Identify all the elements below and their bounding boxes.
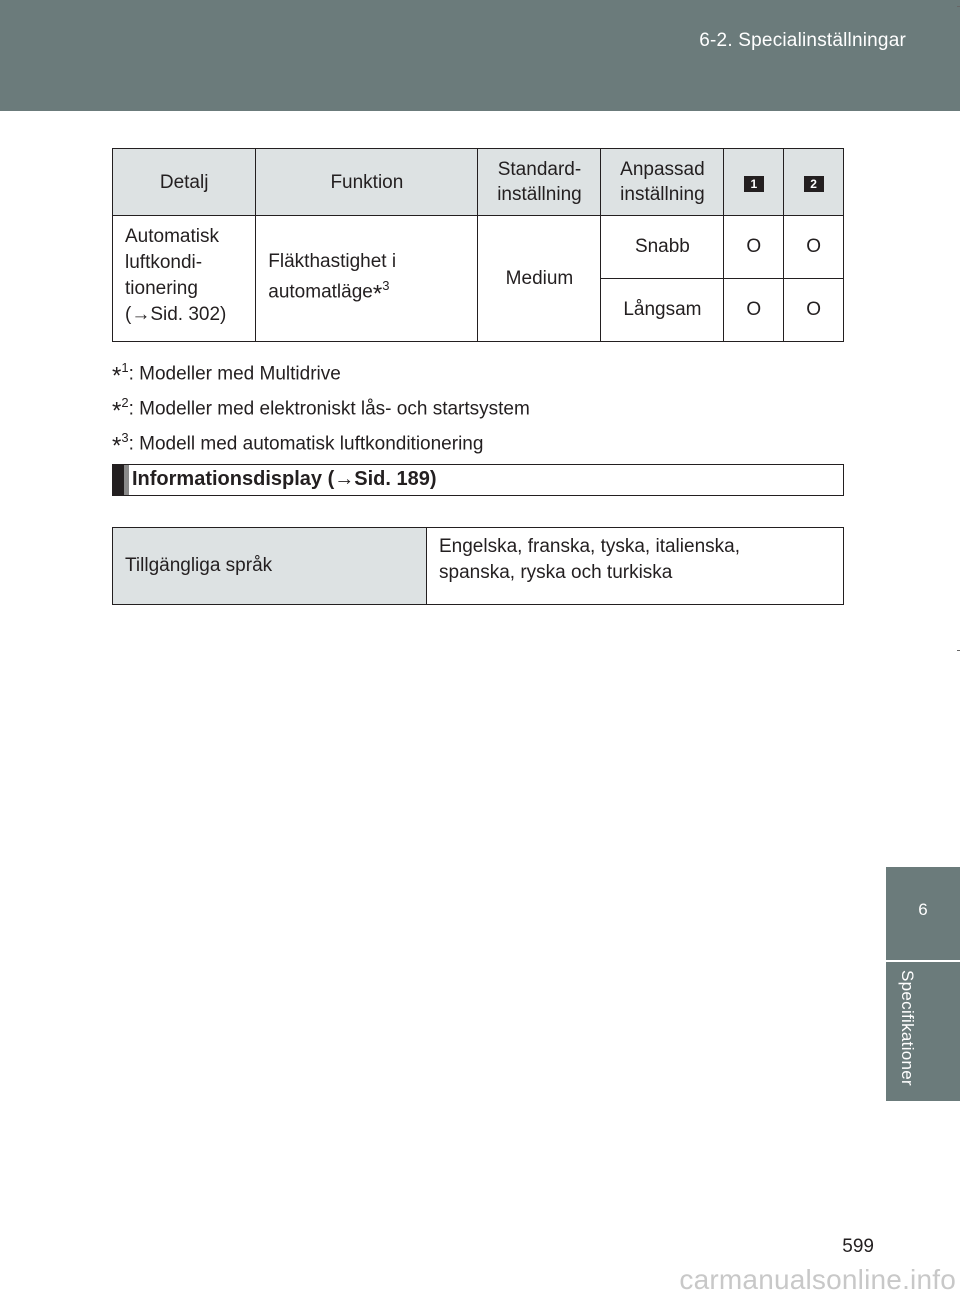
mark-2-cell: O — [784, 279, 844, 342]
section-heading — [112, 464, 844, 496]
footnote-3: *$^3$: Modell med automatisk luftkonditionering — [112, 429, 484, 459]
function-cell: Fläkthastighet i automatläge*$^3$ — [256, 216, 478, 342]
mark-2-cell: O — [784, 216, 844, 279]
mark-1-cell: O — [724, 216, 784, 279]
mark-1-cell: O — [724, 279, 784, 342]
footnote-2: *$^2$: Modeller med elektroniskt lås- och startsystem — [112, 394, 530, 425]
chapter-number: 6 — [918, 900, 928, 919]
table-header-row — [113, 149, 844, 216]
footnote-1: *$^1$: Modeller med Multidrive — [112, 360, 341, 390]
heading-bar-accent — [124, 465, 129, 495]
detail-cell: Automatisk luftkondi- tionering (→Sid. 302) — [113, 216, 256, 342]
chapter-label: Specifikationer — [898, 970, 917, 1087]
custom-cell: Snabb — [601, 216, 724, 279]
footnotes — [112, 355, 530, 459]
page-number: 599 — [842, 1236, 874, 1257]
languages-key: Tillgängliga språk — [113, 528, 427, 605]
languages-table — [112, 527, 844, 605]
mark-1-badge: 1 — [744, 176, 764, 192]
page-header — [0, 0, 960, 111]
table-row — [113, 216, 844, 279]
section-title: 6-2. Specialinställningar — [699, 30, 906, 51]
col-function: Funktion — [256, 149, 478, 216]
chapter-tab-divider — [886, 960, 960, 962]
settings-table — [112, 148, 844, 342]
footnote-star: * — [372, 280, 383, 308]
table-row — [113, 528, 844, 605]
standard-cell: Medium — [478, 216, 601, 342]
col-detail: Detalj — [113, 149, 256, 216]
col-mark-1 — [724, 149, 784, 216]
col-custom: Anpassad inställning — [601, 149, 724, 216]
languages-value: Engelska, franska, tyska, italienska, spanska, ryska och turkiska — [427, 528, 844, 605]
custom-cell: Långsam — [601, 279, 724, 342]
col-standard: Standard- inställning — [478, 149, 601, 216]
section-heading-text: Informationsdisplay (→Sid. 189) — [132, 468, 437, 490]
mark-2-badge: 2 — [804, 176, 824, 192]
watermark: carmanualsonline.info — [679, 1264, 956, 1295]
heading-bar — [113, 465, 124, 495]
col-mark-2 — [784, 149, 844, 216]
